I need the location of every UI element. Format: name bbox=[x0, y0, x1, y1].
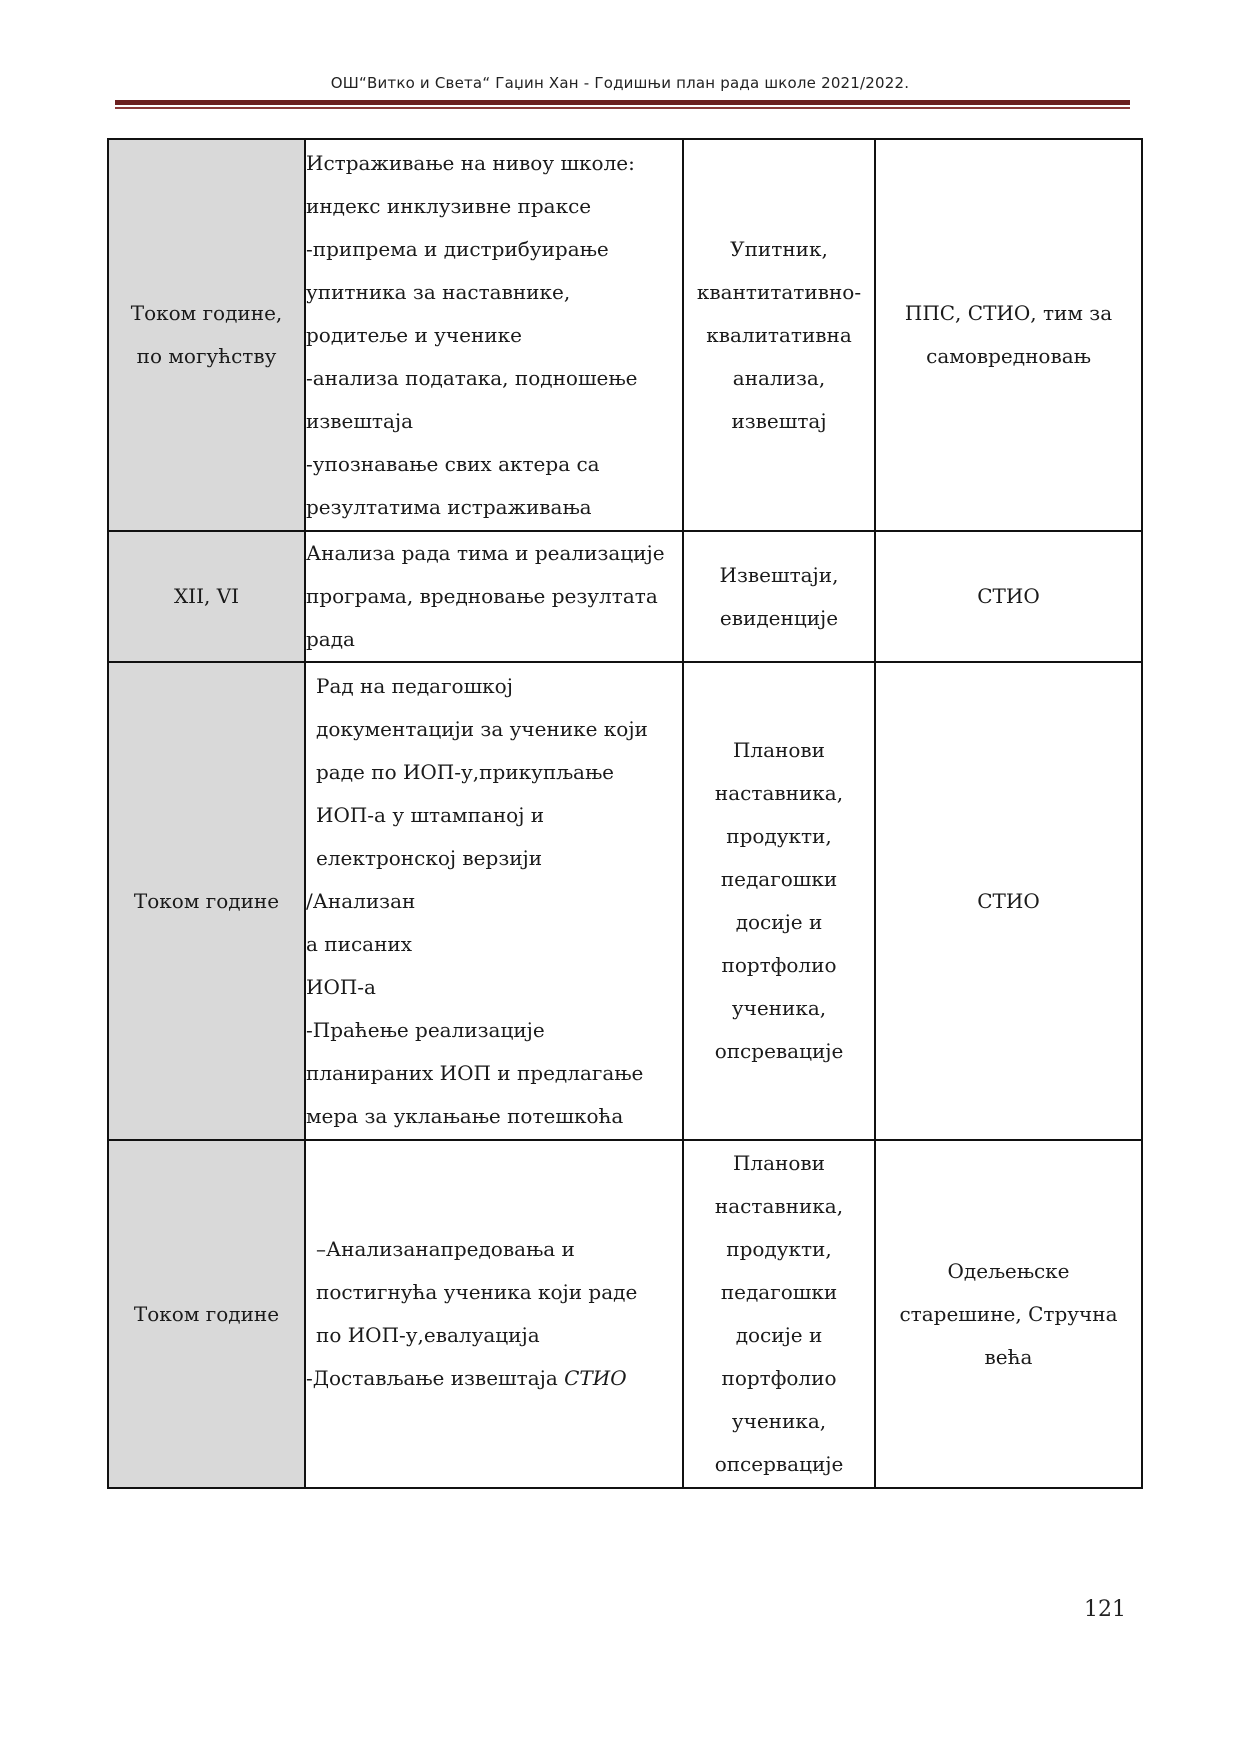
cell-text: евиденције bbox=[719, 605, 839, 630]
method-cell bbox=[683, 139, 875, 531]
cell-text: СТИО bbox=[977, 584, 1040, 608]
cell-text: Током године bbox=[133, 1301, 280, 1326]
cell-text: Истраживање на нивоу школе: bbox=[306, 150, 635, 175]
cell-text: по могућству bbox=[136, 344, 277, 368]
plan-table bbox=[107, 138, 1143, 1489]
cell-text: а писаних bbox=[306, 931, 413, 956]
cell-text: извештај bbox=[731, 408, 827, 433]
cell-text: планираних ИОП и предлагање bbox=[306, 1060, 644, 1085]
cell-text: портфолио bbox=[721, 1366, 837, 1390]
activity-cell bbox=[305, 662, 683, 1140]
cell-text: постигнућа ученика који раде bbox=[316, 1280, 638, 1304]
cell-text: ИОП-а у штампаној и bbox=[316, 802, 545, 827]
cell-text-italic: СТИО bbox=[564, 1366, 627, 1390]
cell-text: ИОП-а bbox=[306, 974, 376, 999]
method-cell bbox=[683, 531, 875, 662]
activity-cell bbox=[305, 1140, 683, 1488]
activity-cell bbox=[305, 139, 683, 531]
cell-text: квалитативна bbox=[706, 322, 852, 347]
cell-text: родитеље и ученике bbox=[306, 322, 522, 347]
activity-cell bbox=[305, 531, 683, 662]
cell-text: већа bbox=[984, 1344, 1033, 1369]
cell-text: по ИОП-у,евалуација bbox=[316, 1323, 540, 1347]
cell-text: XII, VI bbox=[173, 584, 240, 608]
time-cell bbox=[108, 662, 305, 1140]
cell-text: програма, вредновање резултата bbox=[306, 584, 658, 608]
cell-text: педагошки bbox=[720, 1280, 838, 1304]
time-cell bbox=[108, 531, 305, 662]
cell-text: педагошки bbox=[720, 867, 838, 891]
cell-text: индекс инклузивне праксе bbox=[306, 193, 592, 218]
responsible-cell bbox=[875, 139, 1142, 531]
cell-text: наставника, bbox=[714, 781, 844, 805]
cell-text: упитника за наставнике, bbox=[306, 279, 571, 304]
cell-text: ППС, СТИО, тим за bbox=[904, 301, 1113, 325]
cell-text: квантитативно- bbox=[696, 279, 862, 304]
cell-text: досије и bbox=[735, 910, 823, 934]
header-rule-thick bbox=[115, 100, 1130, 105]
cell-text: Одељењске bbox=[947, 1258, 1070, 1283]
cell-text: анализа, bbox=[732, 365, 826, 390]
cell-text: опсревације bbox=[714, 1039, 844, 1063]
table-row bbox=[108, 1140, 1142, 1488]
cell-text: старешине, Стручна bbox=[899, 1301, 1118, 1326]
cell-text: Извештаји, bbox=[719, 562, 839, 587]
cell-text: Анализа рада тима и реализације bbox=[306, 541, 665, 565]
table-row bbox=[108, 662, 1142, 1140]
cell-text: електронској верзији bbox=[316, 845, 543, 870]
table-row bbox=[108, 531, 1142, 662]
method-cell bbox=[683, 662, 875, 1140]
method-cell bbox=[683, 1140, 875, 1488]
cell-text: раде по ИОП-у,прикупљање bbox=[316, 759, 615, 784]
cell-text: Рад на педагошкој bbox=[316, 673, 513, 698]
cell-text: досије и bbox=[735, 1323, 823, 1347]
cell-text: Планови bbox=[732, 1151, 826, 1175]
responsible-cell bbox=[875, 1140, 1142, 1488]
cell-text: документацији за ученике који bbox=[316, 716, 648, 741]
cell-text: -анализа података, подношење bbox=[306, 365, 638, 390]
responsible-cell bbox=[875, 531, 1142, 662]
cell-text: –Анализанапредовања и bbox=[316, 1237, 575, 1261]
cell-text: портфолио bbox=[721, 953, 837, 977]
cell-text: -припрема и дистрибуирање bbox=[306, 236, 609, 261]
cell-text: продукти, bbox=[726, 824, 832, 848]
cell-text: Планови bbox=[732, 738, 826, 762]
cell-text: наставника, bbox=[714, 1194, 844, 1218]
cell-text: мера за уклањање потешкоћа bbox=[306, 1103, 624, 1128]
cell-text: ученика, bbox=[731, 996, 827, 1020]
cell-text: -Праћење реализације bbox=[306, 1017, 545, 1042]
page-number: 121 bbox=[1084, 1597, 1126, 1622]
cell-text: Упитник, bbox=[730, 236, 828, 261]
cell-text: извештаја bbox=[306, 408, 414, 433]
page-header-title: ОШ“Витко и Света“ Гаџин Хан - Годишњи план рада школе 2021/2022. bbox=[330, 74, 910, 92]
cell-text: Током године bbox=[133, 888, 280, 913]
cell-text: продукти, bbox=[726, 1237, 832, 1261]
cell-text: самовредновањ bbox=[926, 344, 1091, 368]
time-cell bbox=[108, 1140, 305, 1488]
cell-text: ученика, bbox=[731, 1409, 827, 1433]
cell-text: -упознавање свих актера са bbox=[306, 451, 600, 476]
header-rule-thin bbox=[115, 107, 1130, 109]
cell-text: рада bbox=[306, 627, 355, 651]
cell-text: Током године, bbox=[130, 301, 283, 325]
cell-text: /Анализан bbox=[306, 888, 416, 913]
cell-text: резултатима истраживања bbox=[306, 494, 592, 519]
responsible-cell bbox=[875, 662, 1142, 1140]
time-cell bbox=[108, 139, 305, 531]
cell-text: -Достављање извештаја bbox=[306, 1366, 558, 1390]
cell-text-row bbox=[306, 1357, 682, 1400]
table-row bbox=[108, 139, 1142, 531]
cell-text: СТИО bbox=[977, 888, 1040, 913]
cell-text: опсервације bbox=[714, 1452, 844, 1476]
